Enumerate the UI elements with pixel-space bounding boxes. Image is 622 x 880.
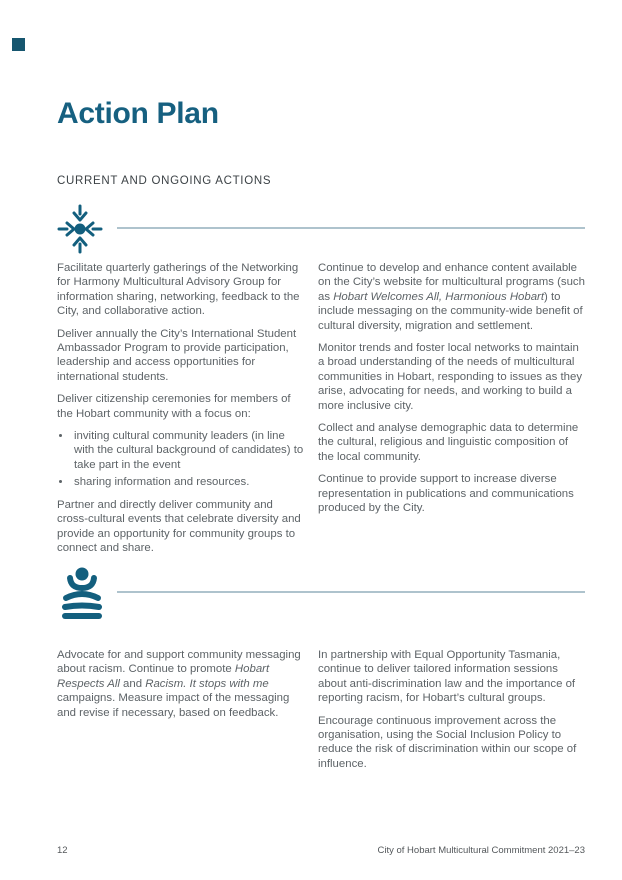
bullet-list [57,429,305,490]
page-corner-mark [12,38,25,51]
converge-arrows-icon [57,203,103,255]
text-run: Partner and directly deliver community and cross-cultural events that celebrate diversity and provide an opportunity for community groups to connect and share. [57,498,301,554]
text-run: Collect and analyse demographic data to determine the cultural, religious and linguistic composition of the local community. [318,422,579,463]
text-run: Deliver annually the City’s International Student Ambassador Program to provide participation, leadership and access opportunities for international students. [57,327,297,383]
page-number: 12 [57,845,68,856]
italic-text: Hobart Welcomes All, Harmonious Hobart [333,290,545,303]
page-title: Action Plan [57,97,219,130]
paragraph [57,392,305,421]
bullet-item [72,429,305,472]
bullet-item [72,475,305,489]
section-divider [117,591,585,593]
section-heading: CURRENT AND ONGOING ACTIONS [57,175,272,187]
text-run: sharing information and resources. [74,476,250,489]
left-column [57,648,305,779]
paragraph [318,648,585,706]
paragraph [318,714,585,772]
text-run: In partnership with Equal Opportunity Tasmania, continue to deliver tailored information sessions about anti-discrimination law and the importance of reporting racism, for Hobart’s cultural groups. [318,649,576,705]
text-run: Advocate for and support community messaging about racism. Continue to promote [57,649,301,676]
text-run: Monitor trends and foster local networks to maintain a broad understanding of the needs of multicultural communities in Hobart, responding to issues as they arise, advocating for needs, and working to build a more inclusive city. [318,342,583,412]
paragraph [57,648,305,720]
text-run: ) to include messaging on the community-wide benefit of cultural diversity, migration and settlement. [318,290,583,332]
right-column [318,261,585,563]
paragraph [57,261,305,319]
text-run: inviting cultural community leaders (in line with the cultural background of candidates) to take part in the event [74,430,304,471]
paragraph [318,261,585,333]
left-column [57,261,305,563]
paragraph [318,472,585,515]
section-divider [117,227,585,229]
italic-text: Racism. It stops with me [145,677,269,690]
footer-document-title: City of Hobart Multicultural Commitment 2021–23 [377,845,585,856]
text-run: Continue to develop and enhance content available on the City’s website for multicultural programs (such as [318,262,585,303]
paragraph [57,327,305,385]
right-column [318,648,585,779]
section-1-content [57,261,585,563]
text-run: Deliver citizenship ceremonies for members of the Hobart community with a focus on: [57,393,291,420]
text-run: campaigns. Measure impact of the messaging and revise if necessary, based on feedback. [57,692,290,719]
paragraph [318,421,585,464]
paragraph [318,341,585,413]
paragraph [57,498,305,556]
text-run: Encourage continuous improvement across the organisation, using the Social Inclusion Policy to reduce the risk of discrimination within our scope of influence. [318,714,577,770]
text-run: and [119,677,146,690]
page-footer [0,845,622,856]
section-2-content [57,648,585,779]
text-run: Continue to provide support to increase diverse representation in publications and communications produced by the City. [318,473,574,515]
community-advocacy-icon [57,566,107,620]
text-run: Facilitate quarterly gatherings of the Networking for Harmony Multicultural Advisory Group for information sharing, networking, feedback to the City, and collaborative action. [57,262,300,318]
italic-text: Hobart Respects All [57,663,270,690]
